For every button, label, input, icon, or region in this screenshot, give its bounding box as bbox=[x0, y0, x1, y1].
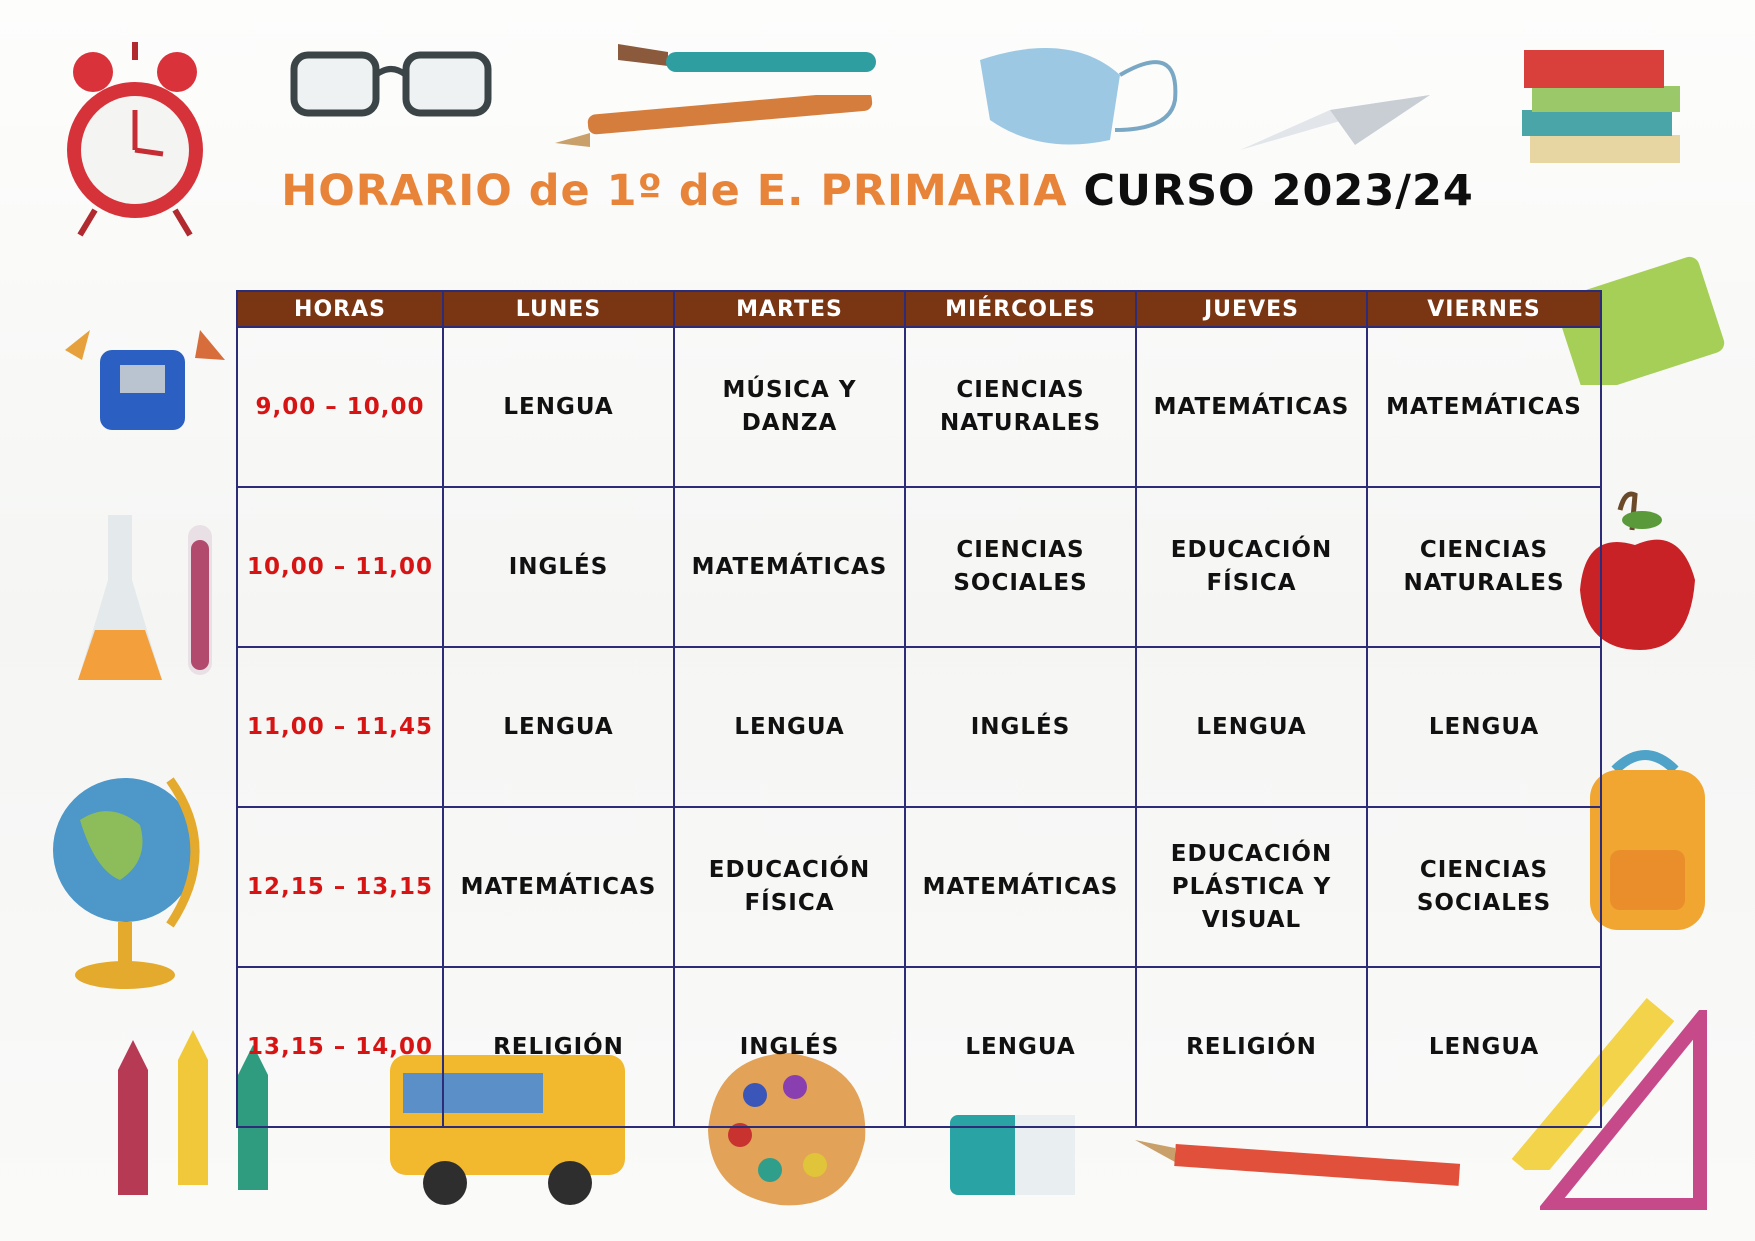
title-part-1: HORARIO de 1º de E. PRIMARIA bbox=[281, 166, 1068, 216]
subject-cell: LENGUA bbox=[443, 327, 674, 487]
subject-cell: INGLÉS bbox=[674, 967, 905, 1127]
subject-cell: CIENCIAS SOCIALES bbox=[905, 487, 1136, 647]
header-jueves: JUEVES bbox=[1136, 291, 1367, 327]
subject-cell: INGLÉS bbox=[443, 487, 674, 647]
hour-cell: 12,15 – 13,15 bbox=[237, 807, 443, 967]
hour-cell: 10,00 – 11,00 bbox=[237, 487, 443, 647]
hour-cell: 9,00 – 10,00 bbox=[237, 327, 443, 487]
subject-cell: MATEMÁTICAS bbox=[1136, 327, 1367, 487]
subject-cell: LENGUA bbox=[1136, 647, 1367, 807]
table-row bbox=[237, 967, 1601, 1127]
alarm-clock-icon bbox=[55, 30, 215, 250]
subject-cell: MATEMÁTICAS bbox=[443, 807, 674, 967]
books-icon bbox=[1510, 40, 1690, 180]
table-row bbox=[237, 327, 1601, 487]
subject-cell: EDUCACIÓN FÍSICA bbox=[674, 807, 905, 967]
title-part-2: CURSO 2023/24 bbox=[1083, 166, 1474, 216]
subject-cell: RELIGIÓN bbox=[1136, 967, 1367, 1127]
hour-cell: 13,15 – 14,00 bbox=[237, 967, 443, 1127]
subject-cell: RELIGIÓN bbox=[443, 967, 674, 1127]
test-tube-icon bbox=[180, 520, 220, 685]
header-viernes: VIERNES bbox=[1367, 291, 1601, 327]
subject-cell: CIENCIAS NATURALES bbox=[905, 327, 1136, 487]
glasses-icon bbox=[288, 35, 498, 125]
header-horas: HORAS bbox=[237, 291, 443, 327]
subject-cell: EDUCACIÓN FÍSICA bbox=[1136, 487, 1367, 647]
subject-cell: INGLÉS bbox=[905, 647, 1136, 807]
schedule-table bbox=[236, 290, 1602, 1128]
hour-cell: 11,00 – 11,45 bbox=[237, 647, 443, 807]
subject-cell: MÚSICA Y DANZA bbox=[674, 327, 905, 487]
subject-cell: LENGUA bbox=[905, 967, 1136, 1127]
paintbrush-icon bbox=[608, 30, 888, 90]
table-row bbox=[237, 487, 1601, 647]
header-lunes: LUNES bbox=[443, 291, 674, 327]
subject-cell: MATEMÁTICAS bbox=[1367, 327, 1601, 487]
header-miercoles: MIÉRCOLES bbox=[905, 291, 1136, 327]
subject-cell: CIENCIAS NATURALES bbox=[1367, 487, 1601, 647]
subject-cell: CIENCIAS SOCIALES bbox=[1367, 807, 1601, 967]
globe-icon bbox=[50, 750, 220, 1000]
subject-cell: LENGUA bbox=[1367, 967, 1601, 1127]
pencil-icon bbox=[550, 95, 880, 155]
paper-plane-icon bbox=[1235, 55, 1435, 155]
subject-cell: LENGUA bbox=[443, 647, 674, 807]
subject-cell: MATEMÁTICAS bbox=[905, 807, 1136, 967]
page-title bbox=[0, 166, 1755, 216]
long-pencil-icon bbox=[1130, 1130, 1465, 1190]
header-row bbox=[237, 291, 1601, 327]
header-martes: MARTES bbox=[674, 291, 905, 327]
table-row bbox=[237, 807, 1601, 967]
face-mask-icon bbox=[970, 20, 1190, 160]
table-row bbox=[237, 647, 1601, 807]
subject-cell: EDUCACIÓN PLÁSTICA Y VISUAL bbox=[1136, 807, 1367, 967]
flask-icon bbox=[70, 510, 170, 690]
subject-cell: MATEMÁTICAS bbox=[674, 487, 905, 647]
subject-cell: LENGUA bbox=[1367, 647, 1601, 807]
sharpener-icon bbox=[60, 310, 230, 460]
subject-cell: LENGUA bbox=[674, 647, 905, 807]
